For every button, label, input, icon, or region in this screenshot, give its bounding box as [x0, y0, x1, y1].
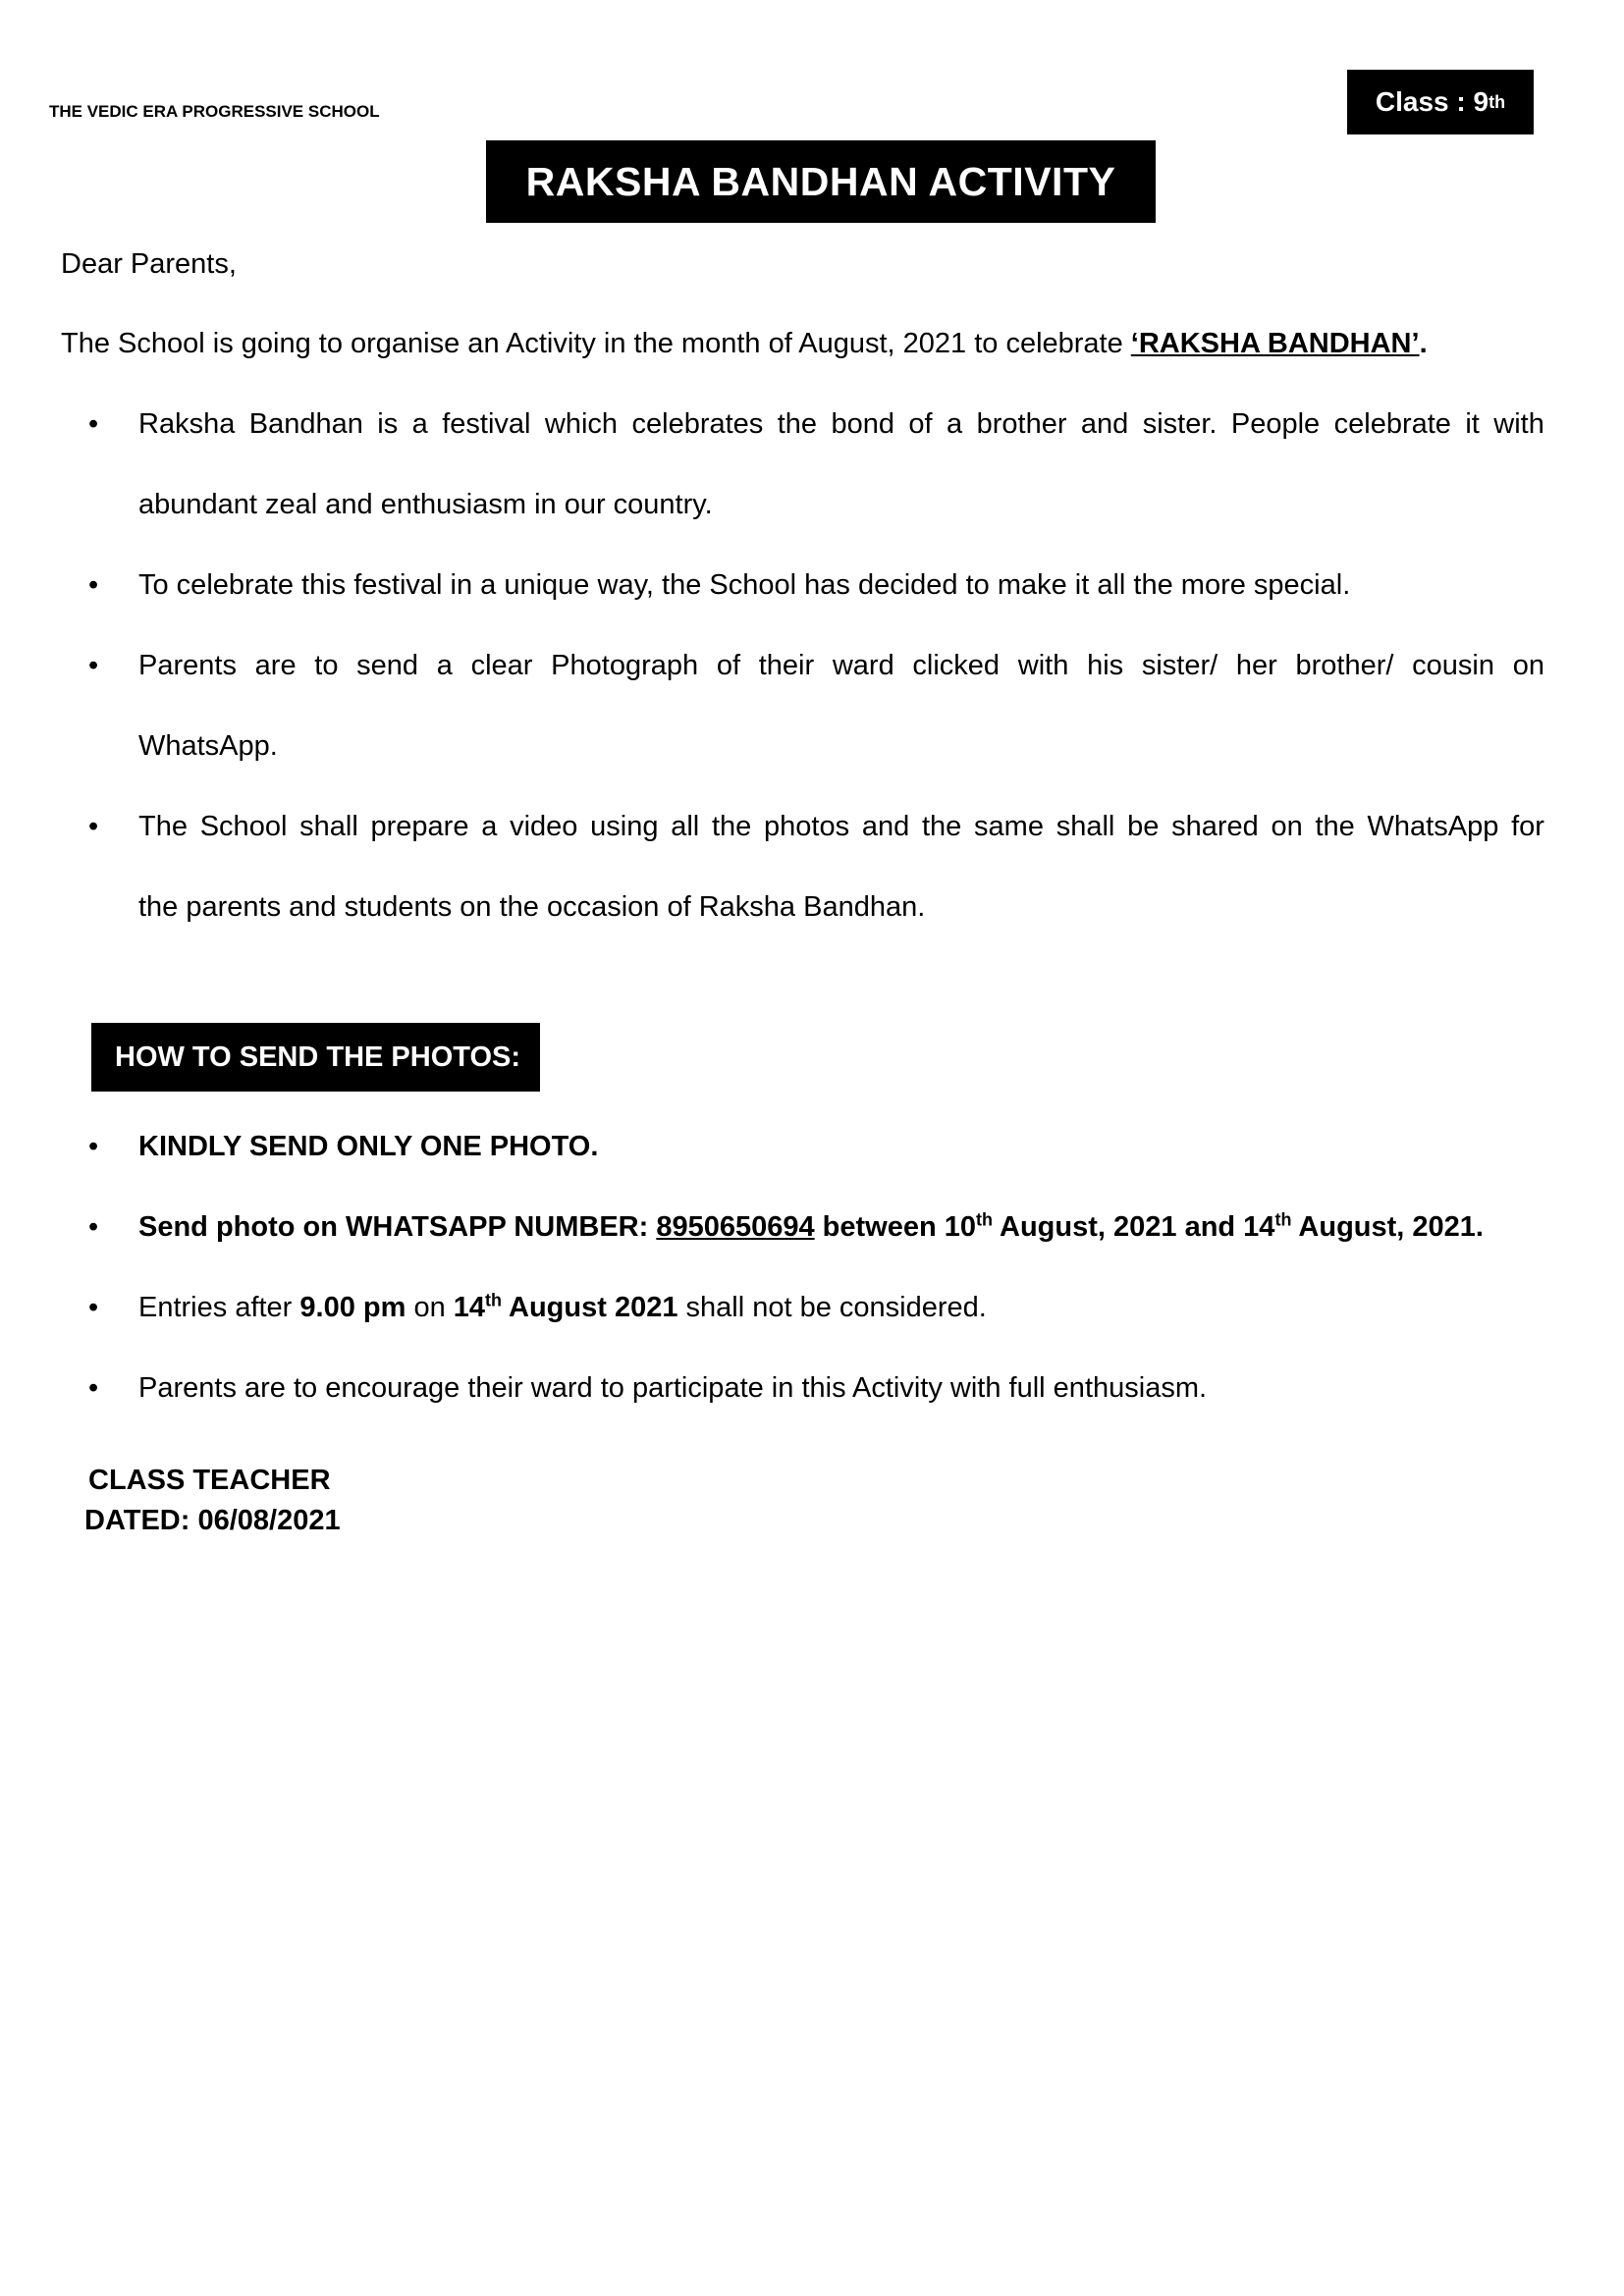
- point-1-line-1-text-word: bond: [831, 408, 894, 440]
- item-2-sup-1: th: [976, 1209, 994, 1230]
- bullet-4: •: [88, 811, 99, 842]
- dated: DATED: 06/08/2021: [84, 1505, 341, 1536]
- point-4-line-1-text-word: be: [1127, 811, 1160, 842]
- signatory: CLASS TEACHER: [88, 1465, 331, 1496]
- point-1-line-1-text-word: sister.: [1142, 408, 1218, 440]
- point-4-line-1-text-word: photos: [764, 811, 850, 842]
- point-3-line-1-text-word: their: [758, 650, 815, 681]
- point-3-line-1-text-word: clear: [470, 650, 533, 681]
- intro-highlight: ‘RAKSHA BANDHAN’: [1130, 328, 1420, 359]
- point-4-line-1-text-word: the: [1315, 811, 1355, 842]
- point-1-line-1-text-word: celebrates: [631, 408, 764, 440]
- point-4-line-2: the parents and students on the occasion of Raksha Bandhan.: [138, 891, 926, 923]
- how-to-item-4: Parents are to encourage their ward to participate in this Activity with full enthusiasm.: [138, 1372, 1208, 1404]
- point-3-line-1-text-word: with: [1017, 650, 1069, 681]
- point-4-line-1-text-word: and: [861, 811, 910, 842]
- point-3-line-1-text-word: Parents: [138, 650, 237, 681]
- point-1-line-1-text-word: it: [1465, 408, 1480, 440]
- bullet-1: •: [88, 408, 99, 440]
- how-to-bullet-1: •: [88, 1131, 99, 1162]
- intro-paragraph: [61, 326, 1428, 361]
- how-to-item-2: [138, 1209, 1484, 1245]
- point-3-line-1-text-word: on: [1512, 650, 1544, 681]
- point-3-line-2: WhatsApp.: [138, 730, 278, 762]
- point-1-line-1-text-word: brother: [976, 408, 1067, 440]
- item-2-prefix: Send photo on WHATSAPP NUMBER:: [138, 1211, 657, 1243]
- school-name: THE VEDIC ERA PROGRESSIVE SCHOOL: [49, 102, 380, 121]
- point-1-line-1: [138, 406, 1544, 442]
- item-2-end: August, 2021.: [1291, 1211, 1484, 1243]
- class-label: Class : 9: [1375, 86, 1489, 117]
- how-to-heading: HOW TO SEND THE PHOTOS:: [91, 1023, 540, 1092]
- point-1-line-1-text-word: the: [777, 408, 818, 440]
- class-badge: Class : 9 th: [1347, 70, 1534, 134]
- item-2-sup-2: th: [1274, 1209, 1292, 1230]
- point-4-line-1-text-word: using: [590, 811, 659, 842]
- point-2-line-1: To celebrate this festival in a unique way, the School has decided to make it all the more special.: [138, 569, 1351, 601]
- point-3-line-1-text-word: Photograph: [551, 650, 699, 681]
- how-to-bullet-3: •: [88, 1292, 99, 1323]
- point-1-line-1-text-word: is: [377, 408, 399, 440]
- item-3-date-num: 14: [453, 1292, 486, 1323]
- intro-end: .: [1419, 328, 1428, 359]
- greeting: Dear Parents,: [61, 248, 237, 280]
- point-4-line-1-text-word: WhatsApp: [1367, 811, 1499, 842]
- item-2-between: between 10: [814, 1211, 977, 1243]
- point-3-line-1-text-word: send: [356, 650, 419, 681]
- point-3-line-1: [138, 648, 1544, 683]
- point-3-line-1-text-word: ward: [832, 650, 894, 681]
- point-3-line-1-text-word: cousin: [1412, 650, 1494, 681]
- point-4-line-1-text-word: on: [1271, 811, 1303, 842]
- point-4-line-1-text-word: the: [921, 811, 962, 842]
- point-1-line-1-text-word: a: [411, 408, 428, 440]
- point-1-line-1-text-word: of: [908, 408, 933, 440]
- point-3-line-1-text-word: to: [314, 650, 339, 681]
- point-1-line-1-text-word: festival: [442, 408, 531, 440]
- item-3-on: on: [406, 1292, 454, 1323]
- point-3-line-1-text-word: his: [1087, 650, 1124, 681]
- point-4-line-1-text-word: all: [671, 811, 700, 842]
- point-1-line-1-text-word: with: [1493, 408, 1544, 440]
- point-4-line-1-text-word: prepare: [370, 811, 469, 842]
- point-3-line-1-text-word: clicked: [912, 650, 1001, 681]
- whatsapp-number: 8950650694: [656, 1211, 815, 1243]
- point-1-line-1-text-word: celebrate: [1333, 408, 1451, 440]
- point-1-line-1-text-word: Raksha: [138, 408, 236, 440]
- item-2-mid: August, 2021 and 14: [993, 1211, 1275, 1243]
- point-4-line-1-text-word: The: [138, 811, 188, 842]
- bullet-2: •: [88, 569, 99, 601]
- item-3-end: shall not be considered.: [677, 1292, 987, 1323]
- point-3-line-1-text-word: brother/: [1295, 650, 1394, 681]
- point-4-line-1: [138, 809, 1544, 844]
- how-to-bullet-2: •: [88, 1211, 99, 1243]
- page-title: RAKSHA BANDHAN ACTIVITY: [486, 140, 1156, 223]
- item-3-sup: th: [485, 1290, 503, 1310]
- point-3-line-1-text-word: sister/: [1141, 650, 1218, 681]
- item-3-date-rest: August 2021: [502, 1292, 678, 1323]
- item-3-prefix: Entries after: [138, 1292, 300, 1323]
- point-3-line-1-text-word: her: [1235, 650, 1277, 681]
- point-4-line-1-text-word: same: [974, 811, 1044, 842]
- point-4-line-1-text-word: for: [1511, 811, 1544, 842]
- point-4-line-1-text-word: shared: [1171, 811, 1259, 842]
- point-4-line-1-text-word: the: [711, 811, 752, 842]
- point-1-line-1-text-word: People: [1230, 408, 1321, 440]
- point-1-line-1-text-word: Bandhan: [248, 408, 363, 440]
- how-to-bullet-4: •: [88, 1372, 99, 1404]
- point-1-line-2: abundant zeal and enthusiasm in our country.: [138, 489, 713, 520]
- point-1-line-1-text-word: and: [1080, 408, 1129, 440]
- how-to-item-3: [138, 1290, 987, 1325]
- point-4-line-1-text-word: School: [199, 811, 288, 842]
- point-4-line-1-text-word: shall: [1056, 811, 1115, 842]
- point-4-line-1-text-word: video: [510, 811, 578, 842]
- point-3-line-1-text-word: a: [436, 650, 453, 681]
- intro-prefix: The School is going to organise an Activity in the month of August, 2021 to celebrate: [61, 328, 1131, 359]
- bullet-3: •: [88, 650, 99, 681]
- item-3-time: 9.00 pm: [299, 1292, 406, 1323]
- point-1-line-1-text-word: a: [947, 408, 963, 440]
- point-4-line-1-text-word: shall: [299, 811, 358, 842]
- point-4-line-1-text-word: a: [481, 811, 498, 842]
- point-3-line-1-text-word: of: [716, 650, 741, 681]
- point-3-line-1-text-word: are: [254, 650, 297, 681]
- point-1-line-1-text-word: which: [544, 408, 619, 440]
- how-to-item-1: KINDLY SEND ONLY ONE PHOTO.: [138, 1131, 599, 1162]
